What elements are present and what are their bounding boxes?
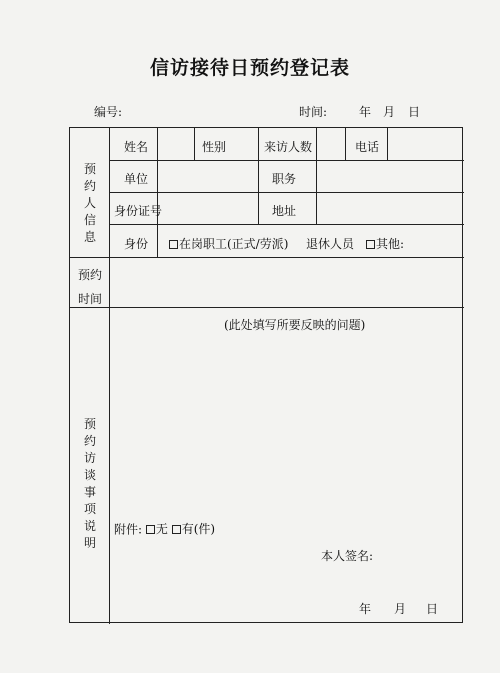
identity-label: 身份 (124, 237, 149, 251)
name-label: 姓名 (124, 140, 149, 154)
row-divider (109, 192, 464, 193)
column-divider (258, 128, 259, 224)
checkbox-icon[interactable] (172, 525, 181, 534)
column-divider (345, 128, 346, 160)
checkbox-icon[interactable] (169, 240, 178, 249)
attachment-yes-option: 有(件) (181, 522, 216, 536)
number-label: 编号: (94, 105, 123, 119)
label-column-divider (109, 128, 110, 624)
section-divider (70, 257, 464, 258)
section-divider (70, 307, 464, 308)
checkbox-icon[interactable] (146, 525, 155, 534)
header-month: 月 (383, 105, 396, 119)
address-label: 地址 (272, 204, 297, 218)
row-divider (109, 160, 464, 161)
attachment-none-option: 无 (155, 522, 168, 536)
unit-label: 单位 (124, 172, 149, 186)
header-day: 日 (408, 105, 421, 119)
issue-description-hint: (此处填写所要反映的问题) (224, 318, 366, 332)
checkbox-icon[interactable] (366, 240, 375, 249)
time-label: 时间: (299, 105, 328, 119)
column-divider (316, 128, 317, 224)
phone-label: 电话 (355, 140, 380, 154)
position-label: 职务 (272, 172, 297, 186)
header-year: 年 (359, 105, 372, 119)
column-divider (387, 128, 388, 160)
id-number-label: 身份证号 (114, 204, 163, 218)
identity-option-other[interactable]: 其他: (366, 237, 404, 252)
form-title: 信访接待日预约登记表 (149, 57, 350, 79)
gender-label: 性别 (202, 140, 227, 154)
row-divider (109, 224, 464, 225)
appointment-time-label-line1: 预约 (78, 268, 103, 282)
identity-option-retired: 退休人员 (306, 237, 355, 251)
identity-option-employee[interactable]: 在岗职工(正式/劳派) (169, 237, 288, 252)
signature-month: 月 (394, 602, 407, 616)
appointment-time-label-line2: 时间 (78, 292, 103, 306)
column-divider (194, 128, 195, 160)
signature-day: 日 (426, 602, 439, 616)
attachment-row (114, 522, 215, 537)
attachment-label: 附件: (114, 522, 143, 537)
form-table (69, 127, 463, 623)
visitors-label: 来访人数 (264, 140, 313, 154)
column-divider (157, 128, 158, 257)
signature-year: 年 (359, 602, 372, 616)
applicant-info-section-label: 预约人信息 (83, 162, 96, 244)
signature-label: 本人签名: (321, 549, 374, 563)
interview-matters-section-label: 预约访谈事项说明 (83, 417, 96, 550)
